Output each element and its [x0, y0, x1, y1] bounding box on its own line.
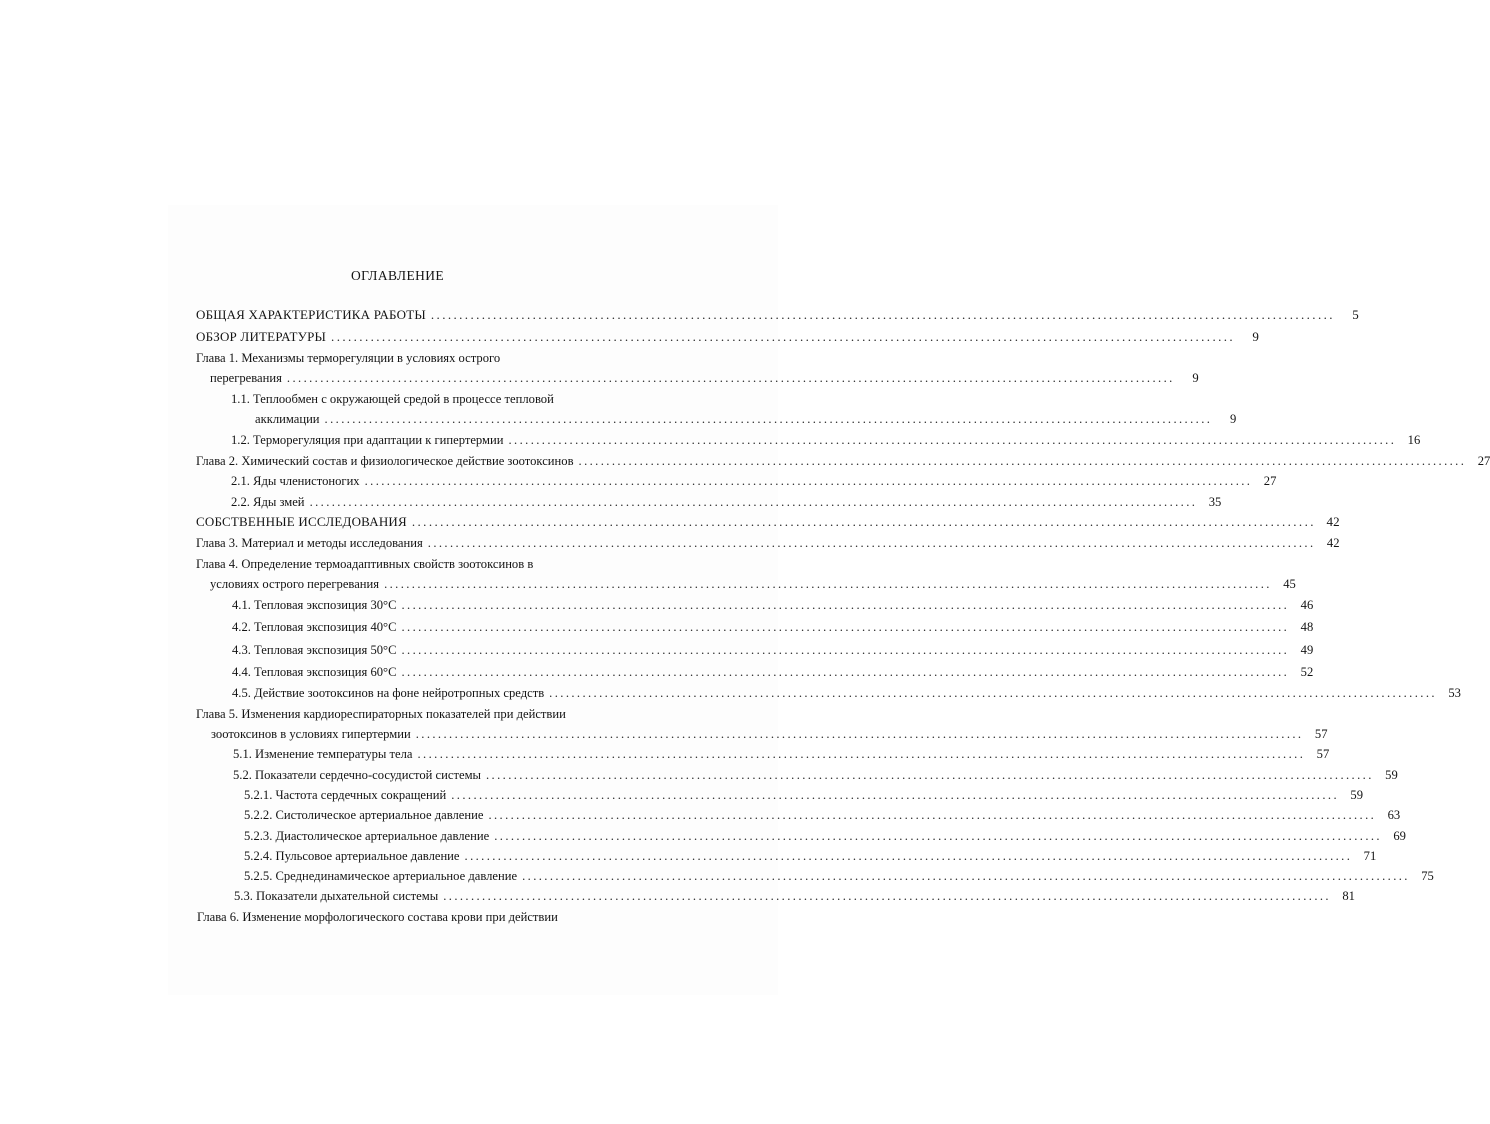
toc-entry-chapter-1-title[interactable]: Глава 1. Механизмы терморегуляции в условиях острого	[196, 351, 501, 365]
toc-entry-own-research[interactable]: СОБСТВЕННЫЕ ИССЛЕДОВАНИЯ ................................................................................................................................................................ 42	[196, 514, 1340, 529]
toc-entry-section-1-2[interactable]: 1.2. Терморегуляция при адаптации к гипертермии ................................................................................................................................................................ 16	[231, 433, 1421, 447]
toc-entry-section-2-2[interactable]: 2.2. Яды змей ................................................................................................................................................................ 35	[231, 495, 1222, 509]
toc-heading: ОГЛАВЛЕНИЕ	[350, 268, 445, 283]
toc-entry-chapter-5-title[interactable]: Глава 5. Изменения кардиореспираторных показателей при действии	[196, 707, 566, 721]
toc-entry-section-4-5[interactable]: 4.5. Действие зоотоксинов на фоне нейротропных средств ................................................................................................................................................................ 53	[232, 686, 1461, 700]
toc-entry-section-5-1[interactable]: 5.1. Изменение температуры тела ................................................................................................................................................................ 57	[233, 747, 1330, 761]
toc-entry-chapter-4[interactable]: условиях острого перегревания ................................................................................................................................................................ 45	[210, 577, 1296, 591]
toc-entry-chapter-1[interactable]: перегревания ................................................................................................................................................................ 9	[210, 371, 1199, 385]
toc-entry-section-5-3[interactable]: 5.3. Показатели дыхательной системы ................................................................................................................................................................ 81	[234, 889, 1355, 903]
toc-entry-section-5-2-4[interactable]: 5.2.4. Пульсовое артериальное давление ................................................................................................................................................................ 71	[244, 849, 1377, 863]
toc-entry-chapter-2[interactable]: Глава 2. Химический состав и физиологическое действие зоотоксинов ................................................................................................................................................................ 27	[196, 454, 1490, 468]
toc-entry-section-5-2-2[interactable]: 5.2.2. Систолическое артериальное давление ................................................................................................................................................................ 63	[244, 808, 1401, 822]
toc-entry-chapter-4-title[interactable]: Глава 4. Определение термоадаптивных свойств зоотоксинов в	[196, 557, 534, 571]
toc-entry-section-5-2-5[interactable]: 5.2.5. Среднединамическое артериальное давление ................................................................................................................................................................ 75	[244, 869, 1434, 883]
toc-entry-section-2-1[interactable]: 2.1. Яды членистоногих ................................................................................................................................................................ 27	[231, 474, 1277, 488]
toc-entry-section-5-2-1[interactable]: 5.2.1. Частота сердечных сокращений ................................................................................................................................................................ 59	[244, 788, 1363, 802]
toc-entry-section-4-3[interactable]: 4.3. Тепловая экспозиция 50°С ................................................................................................................................................................ 49	[232, 643, 1314, 657]
toc-entry-section-4-2[interactable]: 4.2. Тепловая экспозиция 40°С ................................................................................................................................................................ 48	[232, 620, 1314, 634]
toc-entry-literature-review[interactable]: ОБЗОР ЛИТЕРАТУРЫ ................................................................................................................................................................ 9	[196, 329, 1260, 344]
toc-entry-section-5-2[interactable]: 5.2. Показатели сердечно-сосудистой системы ................................................................................................................................................................ 59	[233, 768, 1398, 782]
toc-entry-section-1-1[interactable]: акклимации ................................................................................................................................................................ 9	[255, 412, 1237, 426]
toc-entry-chapter-5[interactable]: зоотоксинов в условиях гипертермии ................................................................................................................................................................ 57	[211, 727, 1328, 741]
toc-entry-chapter-3[interactable]: Глава 3. Материал и методы исследования ................................................................................................................................................................ 42	[196, 536, 1340, 550]
toc-entry-section-1-1-title[interactable]: 1.1. Теплообмен с окружающей средой в процессе тепловой	[231, 392, 554, 406]
toc-entry-section-4-1[interactable]: 4.1. Тепловая экспозиция 30°С ................................................................................................................................................................ 46	[232, 598, 1314, 612]
toc-entry-section-4-4[interactable]: 4.4. Тепловая экспозиция 60°С ................................................................................................................................................................ 52	[232, 665, 1314, 679]
toc-entry-general-characteristics[interactable]: ОБЩАЯ ХАРАКТЕРИСТИКА РАБОТЫ ................................................................................................................................................................ 5	[196, 307, 1359, 322]
toc-entry-chapter-6-title[interactable]: Глава 6. Изменение морфологического состава крови при действии	[197, 910, 558, 924]
toc-entry-section-5-2-3[interactable]: 5.2.3. Диастолическое артериальное давление ................................................................................................................................................................ 69	[244, 829, 1406, 843]
